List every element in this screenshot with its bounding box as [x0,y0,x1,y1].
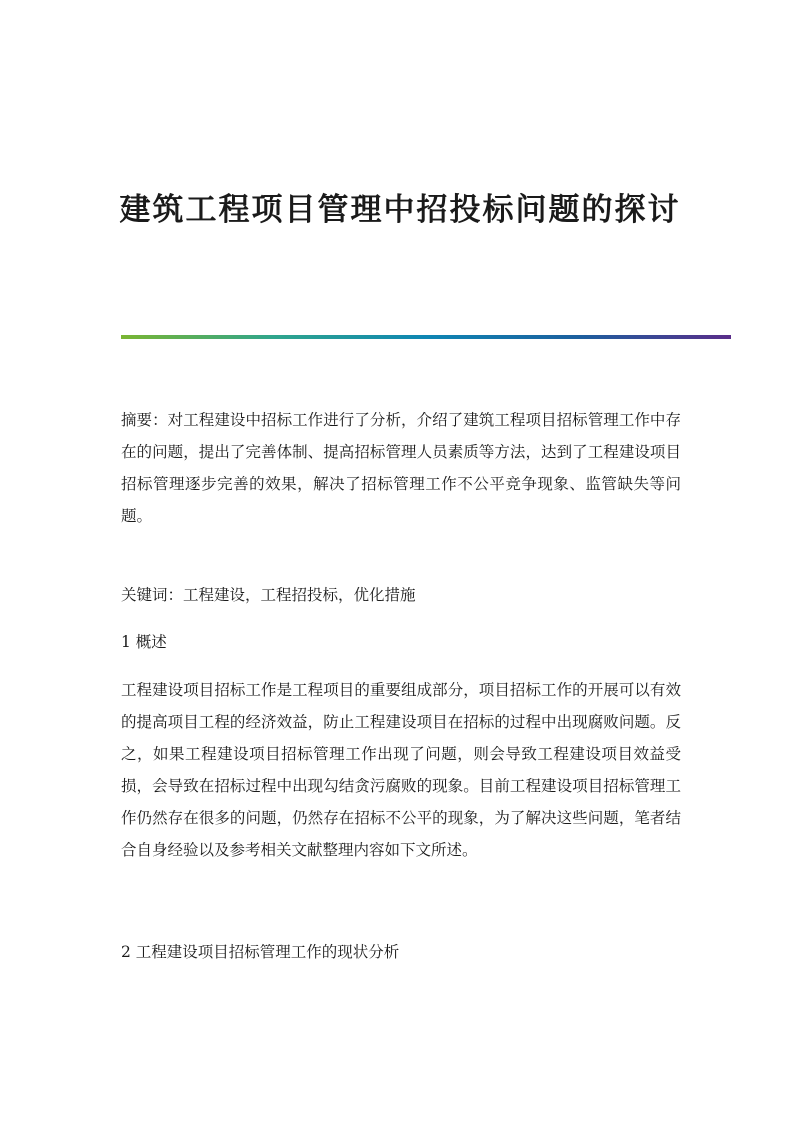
document-title: 建筑工程项目管理中招投标问题的探讨 [119,192,681,228]
abstract-paragraph: 摘要：对工程建设中招标工作进行了分析，介绍了建筑工程项目招标管理工作中存在的问题，提出了完善体制、提高招标管理人员素质等方法，达到了工程建设项目招标管理逐步完善的效果，解决了招标管理工作不公平竞争现象、监管缺失等问题。 [121,411,681,525]
section-1-heading: 1 概述 [121,633,167,651]
keywords-line: 关键词：工程建设，工程招投标，优化措施 [121,586,416,604]
section-1-paragraph: 工程建设项目招标工作是工程项目的重要组成部分，项目招标工作的开展可以有效的提高项目工程的经济效益，防止工程建设项目在招标的过程中出现腐败问题。反之，如果工程建设项目招标管理工作出现了问题，则会导致工程建设项目效益受损，会导致在招标过程中出现勾结贪污腐败的现象。目前工程建设项目招标管理工作仍然存在很多的问题，仍然存在招标不公平的现象，为了解决这些问题，笔者结合自身经验以及参考相关文献整理内容如下文所述。 [121,681,681,859]
title-divider [121,335,731,339]
section-2-heading: 2 工程建设项目招标管理工作的现状分析 [121,943,400,961]
